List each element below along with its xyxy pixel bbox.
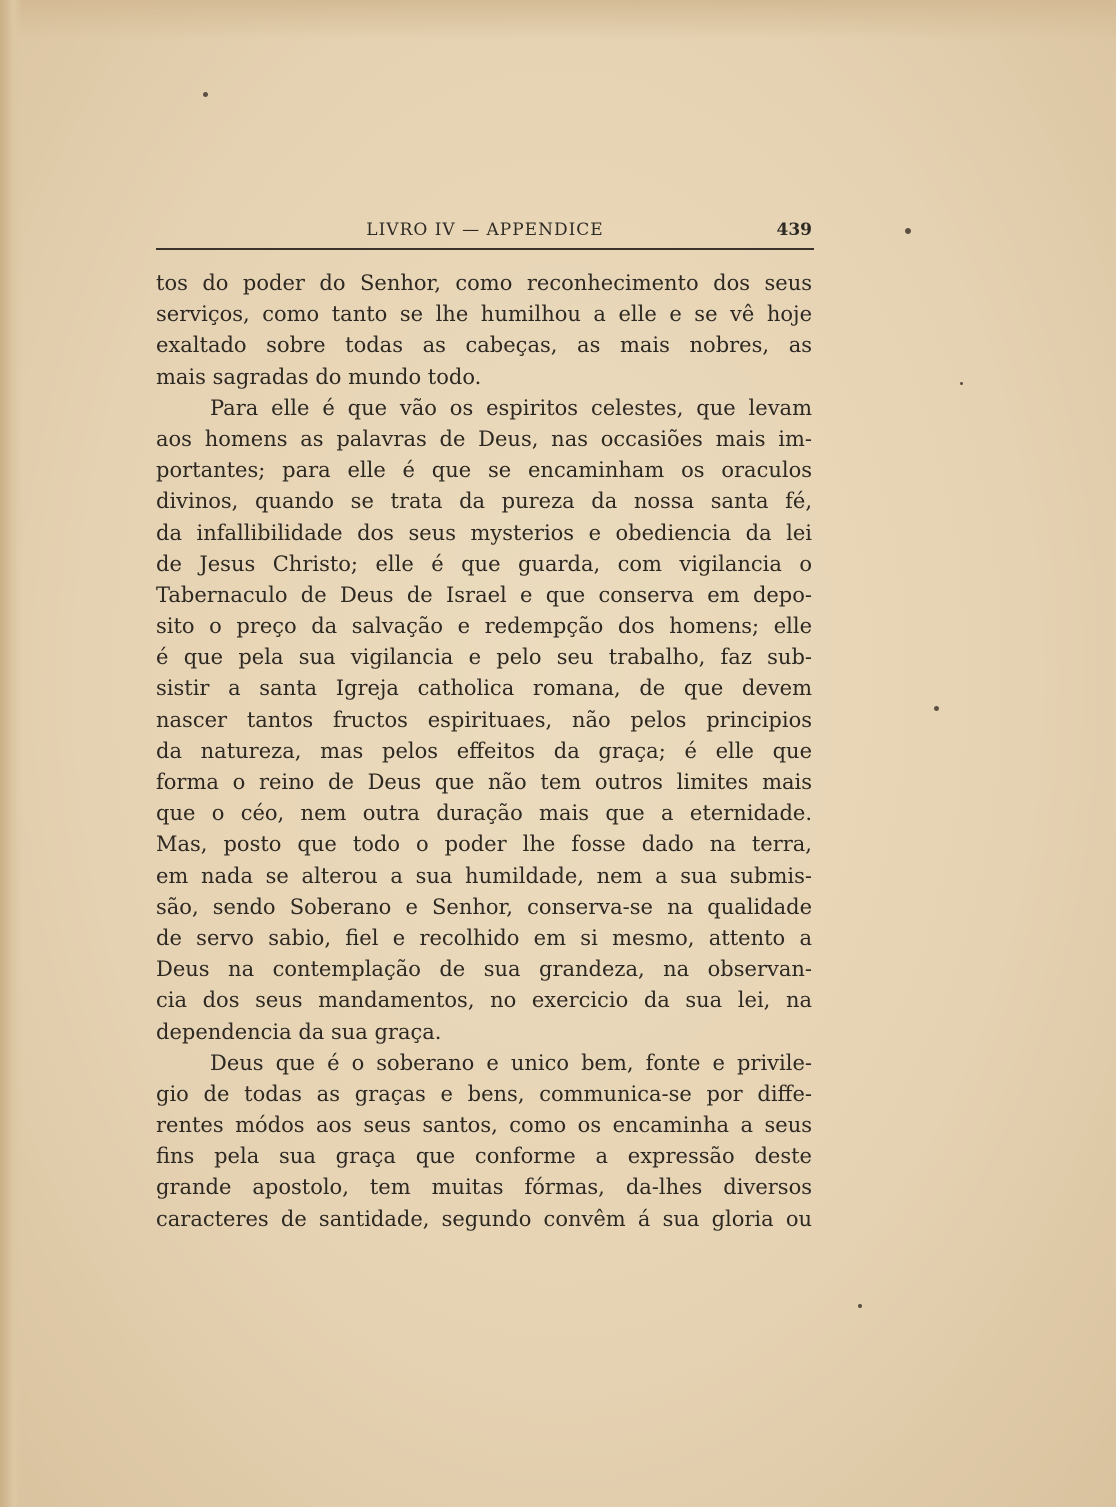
text-line: são, sendo Soberano e Senhor, conserva-se na qualidade xyxy=(156,894,812,919)
text-line: exaltado sobre todas as cabeças, as mais nobres, as xyxy=(156,333,812,358)
text-line: em nada se alterou a sua humildade, nem a sua submis- xyxy=(156,863,812,888)
paragraph xyxy=(156,1048,812,1235)
text-line: sito o preço da salvação e redempção dos homens; elle xyxy=(156,614,812,639)
text-line: rentes módos aos seus santos, como os encaminha a seus xyxy=(156,1113,812,1138)
text-line: nascer tantos fructos espirituaes, não pelos principios xyxy=(156,707,812,732)
text-line: portantes; para elle é que se encaminham os oraculos xyxy=(156,458,812,483)
paper-speck xyxy=(858,1304,862,1308)
text-line: fins pela sua graça que conforme a expressão deste xyxy=(156,1144,812,1169)
text-line: Tabernaculo de Deus de Israel e que conserva em depo- xyxy=(156,582,812,607)
text-line: é que pela sua vigilancia e pelo seu trabalho, faz sub- xyxy=(156,645,812,670)
running-title: LIVRO IV — APPENDICE xyxy=(366,220,604,240)
paper-speck xyxy=(905,228,911,234)
text-line: de servo sabio, fiel e recolhido em si mesmo, attento a xyxy=(156,925,812,950)
paper-speck xyxy=(934,706,939,711)
paragraph xyxy=(156,268,812,393)
text-line: aos homens as palavras de Deus, nas occasiões mais im- xyxy=(156,426,812,451)
text-line: grande apostolo, tem muitas fórmas, da-lhes diversos xyxy=(156,1175,812,1200)
text-line: gio de todas as graças e bens, communica-se por diffe- xyxy=(156,1081,812,1106)
text-line: mais sagradas do mundo todo. xyxy=(156,364,482,389)
text-line: Deus que é o soberano e unico bem, fonte e privile- xyxy=(210,1050,812,1075)
text-line: cia dos seus mandamentos, no exercicio da sua lei, na xyxy=(156,988,812,1013)
text-line: Para elle é que vão os espiritos celestes, que levam xyxy=(210,395,812,420)
text-line: serviços, como tanto se lhe humilhou a elle e se vê hoje xyxy=(156,302,812,327)
body-text xyxy=(156,268,812,1235)
text-line: de Jesus Christo; elle é que guarda, com vigilancia o xyxy=(156,551,812,576)
paragraph xyxy=(156,393,812,1048)
page-edge-top xyxy=(0,0,1116,40)
text-line: sistir a santa Igreja catholica romana, de que devem xyxy=(156,676,812,701)
running-head xyxy=(156,218,814,250)
text-line: divinos, quando se trata da pureza da nossa santa fé, xyxy=(156,489,812,514)
text-line: que o céo, nem outra duração mais que a eternidade. xyxy=(156,801,812,826)
text-line: dependencia da sua graça. xyxy=(156,1019,442,1044)
paper-speck xyxy=(203,92,208,97)
text-line: tos do poder do Senhor, como reconhecimento dos seus xyxy=(156,271,812,295)
paper-speck xyxy=(960,382,963,385)
text-line: Mas, posto que todo o poder lhe fosse dado na terra, xyxy=(156,832,812,857)
text-line: forma o reino de Deus que não tem outros limites mais xyxy=(156,770,812,794)
text-line: da infallibilidade dos seus mysterios e obediencia da lei xyxy=(156,520,812,545)
text-line: Deus na contemplação de sua grandeza, na observan- xyxy=(156,957,812,982)
page-edge-left xyxy=(0,0,22,1507)
page-number: 439 xyxy=(776,220,812,240)
text-line: da natureza, mas pelos effeitos da graça; é elle que xyxy=(156,738,812,763)
text-line: caracteres de santidade, segundo convêm á sua gloria ou xyxy=(156,1206,812,1231)
